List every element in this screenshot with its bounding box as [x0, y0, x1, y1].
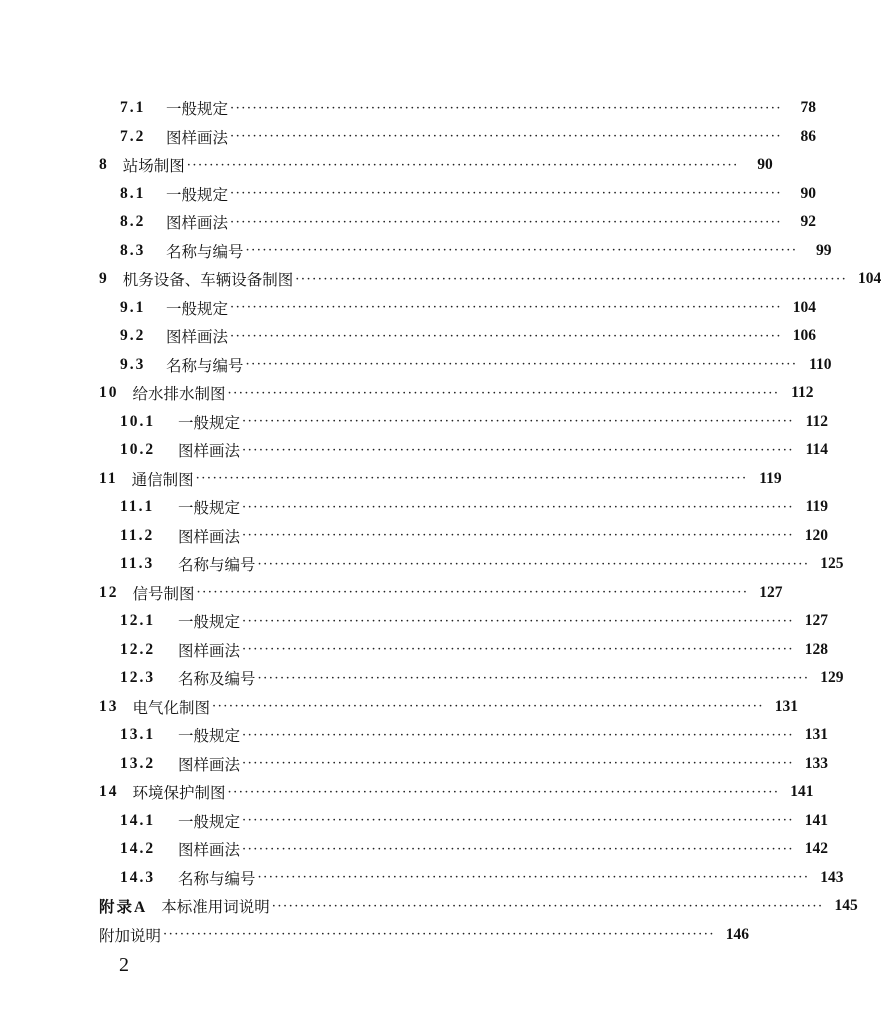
chapter-number: 10	[99, 384, 119, 402]
dot-leader: ··································································································	[242, 841, 794, 857]
page-ref: 112	[791, 384, 814, 402]
chapter-number: 14	[99, 783, 119, 801]
section-title: 一般规定	[178, 613, 241, 632]
page-ref: 104	[857, 270, 881, 288]
section-number: 14.2	[120, 840, 156, 858]
section-title: 名称与编号	[166, 242, 244, 261]
dot-leader: ··································································································	[242, 442, 794, 458]
section-title: 图样画法	[166, 128, 229, 147]
dot-leader: ··································································································	[163, 927, 715, 943]
section-number: 10.2	[120, 441, 156, 459]
page-ref: 143	[820, 868, 844, 886]
page-ref: 112	[805, 412, 828, 430]
page-ref: 141	[804, 811, 828, 829]
page-ref: 104	[792, 298, 816, 316]
section-title: 一般规定	[178, 812, 241, 831]
section-number: 14.3	[120, 868, 156, 886]
section-number: 11.2	[120, 526, 155, 544]
page-ref: 119	[759, 469, 782, 487]
section-number: 11.3	[120, 555, 155, 573]
section-number: 13.2	[120, 754, 156, 772]
section-number: 10.1	[120, 412, 156, 430]
page-ref: 125	[820, 555, 844, 573]
chapter-title: 给水排水制图	[132, 385, 226, 404]
page-ref: 127	[759, 583, 783, 601]
additional-notes-title: 附加说明	[99, 926, 162, 945]
toc-entry[interactable]	[0, 664, 844, 693]
dot-leader: ··································································································	[212, 699, 764, 715]
section-number: 14.1	[120, 811, 156, 829]
section-number: 9.3	[120, 355, 146, 373]
page-ref: 106	[792, 327, 816, 345]
toc-entry[interactable]	[0, 265, 881, 294]
page-ref: 90	[800, 184, 816, 202]
section-number: 7.1	[120, 99, 146, 117]
toc-entry[interactable]	[0, 892, 858, 921]
section-title: 一般规定	[166, 299, 229, 318]
section-title: 图样画法	[178, 841, 241, 860]
appendix-label: 附录A	[99, 899, 148, 917]
toc-entry[interactable]	[0, 807, 828, 836]
section-number: 9.1	[120, 298, 146, 316]
dot-leader: ··································································································	[242, 414, 794, 430]
dot-leader: ··································································································	[186, 157, 739, 173]
toc-entry[interactable]	[0, 151, 773, 180]
dot-leader: ··································································································	[230, 129, 782, 145]
page-ref: 86	[800, 127, 816, 145]
section-title: 图样画法	[178, 641, 241, 660]
page-ref: 119	[805, 498, 828, 516]
toc-entry[interactable]	[0, 693, 798, 722]
section-title: 一般规定	[178, 727, 241, 746]
dot-leader: ··································································································	[242, 813, 794, 829]
page-ref: 131	[774, 697, 798, 715]
toc-entry[interactable]	[0, 607, 828, 636]
toc-entry[interactable]	[0, 322, 816, 351]
dot-leader: ··································································································	[242, 642, 794, 658]
page-ref: 129	[820, 669, 844, 687]
toc-entry[interactable]	[0, 123, 816, 152]
dot-leader: ··································································································	[242, 613, 794, 629]
section-title: 图样画法	[166, 328, 229, 347]
page-number: 2	[119, 954, 129, 976]
section-title: 一般规定	[166, 185, 229, 204]
section-title: 图样画法	[178, 442, 241, 461]
section-title: 一般规定	[178, 499, 241, 518]
chapter-title: 环境保护制图	[132, 784, 226, 803]
toc-entry[interactable]	[0, 294, 816, 323]
section-number: 8.2	[120, 213, 146, 231]
page-ref: 128	[804, 640, 828, 658]
section-number: 8.1	[120, 184, 146, 202]
page-ref: 131	[804, 726, 828, 744]
page-ref: 127	[804, 612, 828, 630]
dot-leader: ··································································································	[227, 784, 780, 800]
section-number: 11.1	[120, 498, 155, 516]
toc-entry[interactable]	[0, 493, 828, 522]
toc-entry[interactable]	[0, 180, 816, 209]
dot-leader: ··································································································	[245, 243, 798, 259]
dot-leader: ··································································································	[196, 585, 749, 601]
section-number: 8.3	[120, 241, 146, 259]
page-ref: 92	[800, 213, 816, 231]
section-title: 图样画法	[166, 214, 229, 233]
chapter-number: 11	[99, 469, 118, 487]
toc-entry[interactable]	[0, 778, 814, 807]
dot-leader: ··································································································	[230, 186, 782, 202]
section-number: 13.1	[120, 726, 156, 744]
page-ref: 99	[815, 241, 832, 259]
dot-leader: ··································································································	[295, 271, 848, 287]
dot-leader: ··································································································	[230, 214, 782, 230]
dot-leader: ··································································································	[242, 528, 794, 544]
dot-leader: ··································································································	[242, 499, 794, 515]
section-title: 一般规定	[166, 100, 229, 119]
section-title: 一般规定	[178, 413, 241, 432]
toc-entry[interactable]	[0, 835, 828, 864]
table-of-contents	[0, 94, 881, 949]
section-number: 7.2	[120, 127, 146, 145]
page-ref: 78	[800, 99, 816, 117]
page-ref: 114	[805, 441, 828, 459]
section-title: 名称与编号	[178, 556, 256, 575]
dot-leader: ··································································································	[257, 870, 810, 886]
toc-entry[interactable]	[0, 436, 828, 465]
toc-entry[interactable]	[0, 379, 814, 408]
toc-entry[interactable]	[0, 721, 828, 750]
chapter-number: 12	[99, 583, 119, 601]
section-number: 12.2	[120, 640, 156, 658]
dot-leader: ··································································································	[242, 756, 794, 772]
chapter-title: 站场制图	[122, 157, 185, 176]
section-title: 图样画法	[178, 755, 241, 774]
section-number: 9.2	[120, 327, 146, 345]
page-ref: 141	[790, 783, 814, 801]
dot-leader: ··································································································	[257, 556, 810, 572]
dot-leader: ··································································································	[227, 385, 780, 401]
toc-entry[interactable]	[0, 579, 783, 608]
section-title: 名称与编号	[166, 356, 244, 375]
section-number: 12.3	[120, 669, 156, 687]
page-ref: 146	[725, 925, 749, 943]
toc-entry[interactable]	[0, 636, 828, 665]
chapter-title: 机务设备、车辆设备制图	[122, 271, 294, 290]
dot-leader: ··································································································	[271, 898, 824, 914]
section-number: 12.1	[120, 612, 156, 630]
toc-entry[interactable]	[0, 94, 816, 123]
page-ref: 110	[809, 355, 832, 373]
toc-entry[interactable]	[0, 208, 816, 237]
page-ref: 90	[757, 156, 773, 174]
page-ref: 145	[834, 897, 858, 915]
toc-entry[interactable]	[0, 465, 782, 494]
dot-leader: ··································································································	[245, 357, 798, 373]
dot-leader: ··································································································	[257, 670, 810, 686]
chapter-number: 9	[99, 270, 109, 288]
chapter-number: 8	[99, 156, 109, 174]
dot-leader: ··································································································	[230, 328, 782, 344]
chapter-title: 信号制图	[132, 584, 195, 603]
dot-leader: ··································································································	[230, 100, 782, 116]
toc-entry[interactable]	[0, 522, 828, 551]
dot-leader: ··································································································	[230, 300, 782, 316]
chapter-title: 通信制图	[131, 470, 194, 489]
section-title: 图样画法	[178, 527, 241, 546]
section-title: 名称与编号	[178, 869, 256, 888]
page-ref: 142	[804, 840, 828, 858]
page-ref: 133	[804, 754, 828, 772]
dot-leader: ··································································································	[242, 727, 794, 743]
appendix-title: 本标准用词说明	[161, 898, 270, 917]
toc-entry[interactable]	[0, 408, 828, 437]
toc-entry[interactable]	[0, 921, 749, 950]
page-ref: 120	[804, 526, 828, 544]
toc-entry[interactable]	[0, 864, 844, 893]
section-title: 名称及编号	[178, 670, 256, 689]
chapter-title: 电气化制图	[132, 698, 211, 717]
toc-entry[interactable]	[0, 237, 832, 266]
dot-leader: ··································································································	[195, 471, 748, 487]
chapter-number: 13	[99, 697, 119, 715]
toc-entry[interactable]	[0, 550, 844, 579]
toc-entry[interactable]	[0, 750, 828, 779]
toc-entry[interactable]	[0, 351, 832, 380]
